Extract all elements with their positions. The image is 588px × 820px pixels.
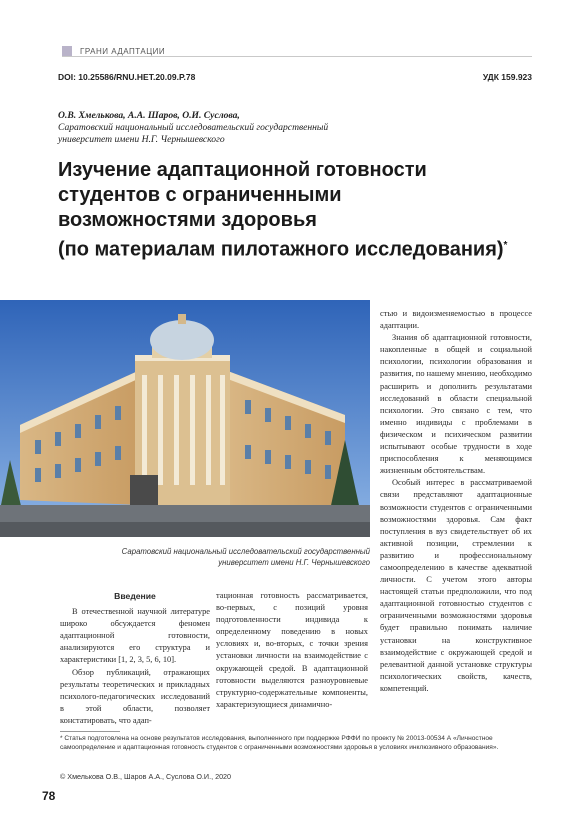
footnote: * Статья подготовлена на основе результатов исследования, выполненного при поддержке РФФИ по проекту № 20013-00534 А «Личностное самоопределение и адаптационная готовность студентов с ограниченными возможностями здоровья в условиях инклюзивного образования». bbox=[60, 735, 499, 751]
header-divider bbox=[62, 56, 532, 57]
university-building-photo bbox=[0, 300, 370, 537]
title-line-1: Изучение адаптационной готовности bbox=[58, 159, 427, 181]
paragraph: В отечественной научной литературе широко обсуждается феномен адаптационной готовности, анализируются его структура и характеристики [1, 2, 3, 5, 6, 10]. bbox=[60, 607, 210, 665]
paragraph: тационная готовность рассматривается, во-первых, с позиций уровня подготовленности индивида к определенному поведению в новых условиях и, во-вторых, с точки зрения установки личности на взаимодействие с окружающей средой. В адаптационной готовности выделяются разноуровневые структурно-содержательные компоненты, характеризующиеся динамично- bbox=[216, 591, 368, 709]
caption-line-2: университет имени Н.Г. Чернышевского bbox=[218, 557, 370, 567]
text-column-3 bbox=[380, 308, 532, 695]
title-footnote-mark: * bbox=[503, 240, 508, 251]
section-label: ГРАНИ АДАПТАЦИИ bbox=[80, 46, 166, 56]
text-column-1 bbox=[60, 590, 210, 727]
affiliation-line-1: Саратовский национальный исследовательский государственный bbox=[58, 122, 329, 133]
author-block bbox=[58, 110, 478, 146]
title-line-3: возможностями здоровья bbox=[58, 209, 317, 231]
doi: DOI: 10.25586/RNU.HET.20.09.P.78 bbox=[58, 72, 196, 82]
section-heading-introduction: Введение bbox=[114, 591, 156, 601]
section-header bbox=[62, 46, 532, 56]
paragraph: Особый интерес в рассматриваемой связи представляют адаптационные возможности студентов с ограниченными возможностями здоровья. Сам факт поступления в вуз свидетельствует об их активной позиции, стремлении к развитию и профессиональному самоопределению в качестве адекватной личности. С учетом этого авторы настоящей статьи предположили, что под адаптационной готовностью студентов с ограниченными возможностями здоровья будет правильно понимать наличие установки на конструктивное взаимодействие с окружающей средой и релевантной данной установке структуры психологических свойств, качеств, компетенций. bbox=[380, 478, 532, 693]
title-line-4: (по материалам пилотажного исследования) bbox=[58, 238, 504, 261]
udk-code: УДК 159.923 bbox=[482, 72, 532, 82]
caption-line-1: Саратовский национальный исследовательский государственный bbox=[121, 547, 370, 556]
copyright: © Хмелькова О.В., Шаров А.А., Суслова О.И., 2020 bbox=[60, 772, 232, 781]
footnote-divider bbox=[60, 731, 120, 732]
paragraph: стью и видоизменяемостью в процессе адаптации. bbox=[380, 309, 532, 331]
author-names: О.В. Хмелькова, А.А. Шаров, О.И. Суслова, bbox=[58, 110, 240, 121]
page-number: 78 bbox=[42, 789, 56, 803]
article-title bbox=[58, 158, 538, 263]
text-column-2 bbox=[216, 590, 368, 711]
paragraph: Знания об адаптационной готовности, накопленные в общей и социальной психологии, психологии образования и развития, по нашему мнению, необходимо расширить и дополнить результатами исследований в области специальной психологии. Это связано с тем, что именно индивиды с проблемами в физическом и психическом развитии испытывают особые трудности в ходе приспособления к меняющимся жизненным обстоятельствам. bbox=[380, 333, 532, 476]
affiliation-line-2: университет имени Н.Г. Чернышевского bbox=[58, 134, 225, 145]
section-marker-icon bbox=[62, 46, 72, 56]
title-line-2: студентов с ограниченными bbox=[58, 184, 342, 206]
photo-caption bbox=[120, 547, 370, 568]
paragraph: Обзор публикаций, отражающих результаты теоретических и прикладных психолого-педагогических исследований в этой области, позволяет констатировать, что адап- bbox=[60, 667, 210, 725]
